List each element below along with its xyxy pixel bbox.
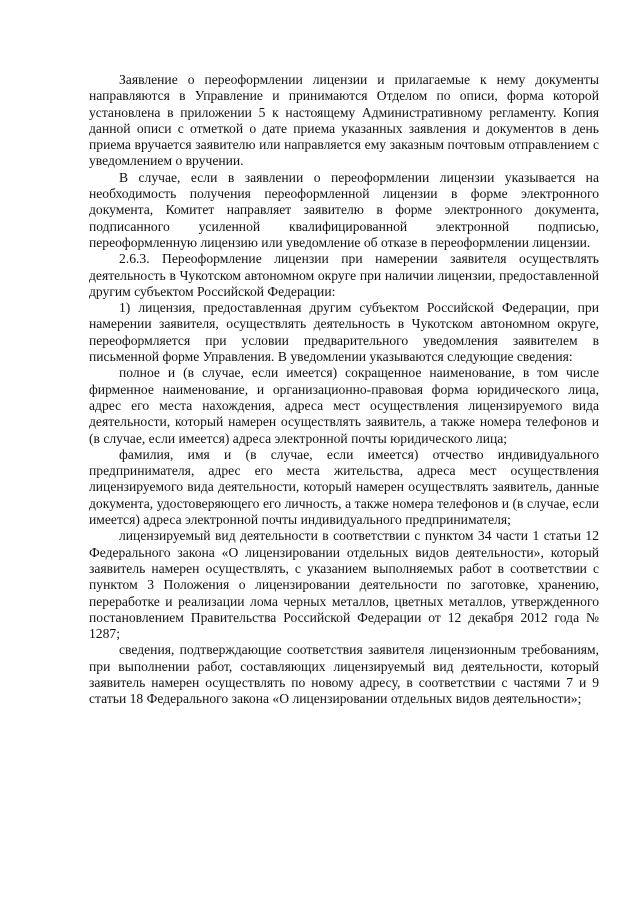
paragraph-section-2-6-3: 2.6.3. Переоформление лицензии при намерении заявителя осуществлять деятельность в Чукотском автономном округе при наличии лицензии, предоставленной другим субъектом Российской Федерации: <box>89 251 599 299</box>
paragraph-individual-entrepreneur-info: фамилия, имя и (в случае, если имеется) отчество индивидуального предпринимателя, адрес его места жительства, адреса мест осуществления лицензируемого вида деятельности, который намерен осуществлять заявитель, данные документа, удостоверяющего его личность, а также номера телефонов и (в случае, если имеется) адреса электронной почты индивидуального предпринимателя; <box>89 446 599 528</box>
paragraph-item-1-notification: 1) лицензия, предоставленная другим субъектом Российской Федерации, при намерении заявителя, осуществлять деятельность в Чукотском автономном округе, переоформляется при условии предварительного уведомления заявителем в письменной форме Управления. В уведомлении указываются следующие сведения: <box>89 300 599 365</box>
paragraph-electronic-form: В случае, если в заявлении о переоформлении лицензии указывается на необходимость получения переоформленной лицензии в форме электронного документа, Комитет направляет заявителю в форме электронного документа, подписанного усиленной квалифицированной электронной подписью, переоформленную лицензию или уведомление об отказе в переоформлении лицензии. <box>89 169 599 250</box>
document-body <box>89 72 599 708</box>
paragraph-legal-entity-info: полное и (в случае, если имеется) сокращенное наименование, в том числе фирменное наименование, и организационно-правовая форма юридического лица, адрес его места нахождения, адреса мест осуществления лицензируемого вида деятельности, который намерен осуществлять заявитель, а также номера телефонов и (в случае, если имеется) адреса электронной почты юридического лица; <box>89 365 599 446</box>
paragraph-licensed-activity: лицензируемый вид деятельности в соответствии с пунктом 34 части 1 статьи 12 Федерального закона «О лицензировании отдельных видов деятельности», который заявитель намерен осуществлять, с указанием выполняемых работ в соответствии с пунктом 3 Положения о лицензировании деятельности по заготовке, хранению, переработке и реализации лома черных металлов, цветных металлов, утвержденного постановлением Правительства Российской Федерации от 12 декабря 2012 года № 1287; <box>89 528 599 642</box>
paragraph-submission-by-inventory: Заявление о переоформлении лицензии и прилагаемые к нему документы направляются в Управление и принимаются Отделом по описи, форма которой установлена в приложении 5 к настоящему Административному регламенту. Копия данной описи с отметкой о дате приема указанных заявления и документов в день приема вручается заявителю или направляется ему заказным почтовым отправлением с уведомлением о вручении. <box>89 72 599 169</box>
paragraph-compliance-info: сведения, подтверждающие соответствия заявителя лицензионным требованиям, при выполнении работ, составляющих лицензируемый вид деятельности, который заявитель намерен осуществлять по новому адресу, в соответствии с частями 7 и 9 статьи 18 Федерального закона «О лицензировании отдельных видов деятельности»; <box>89 642 599 707</box>
